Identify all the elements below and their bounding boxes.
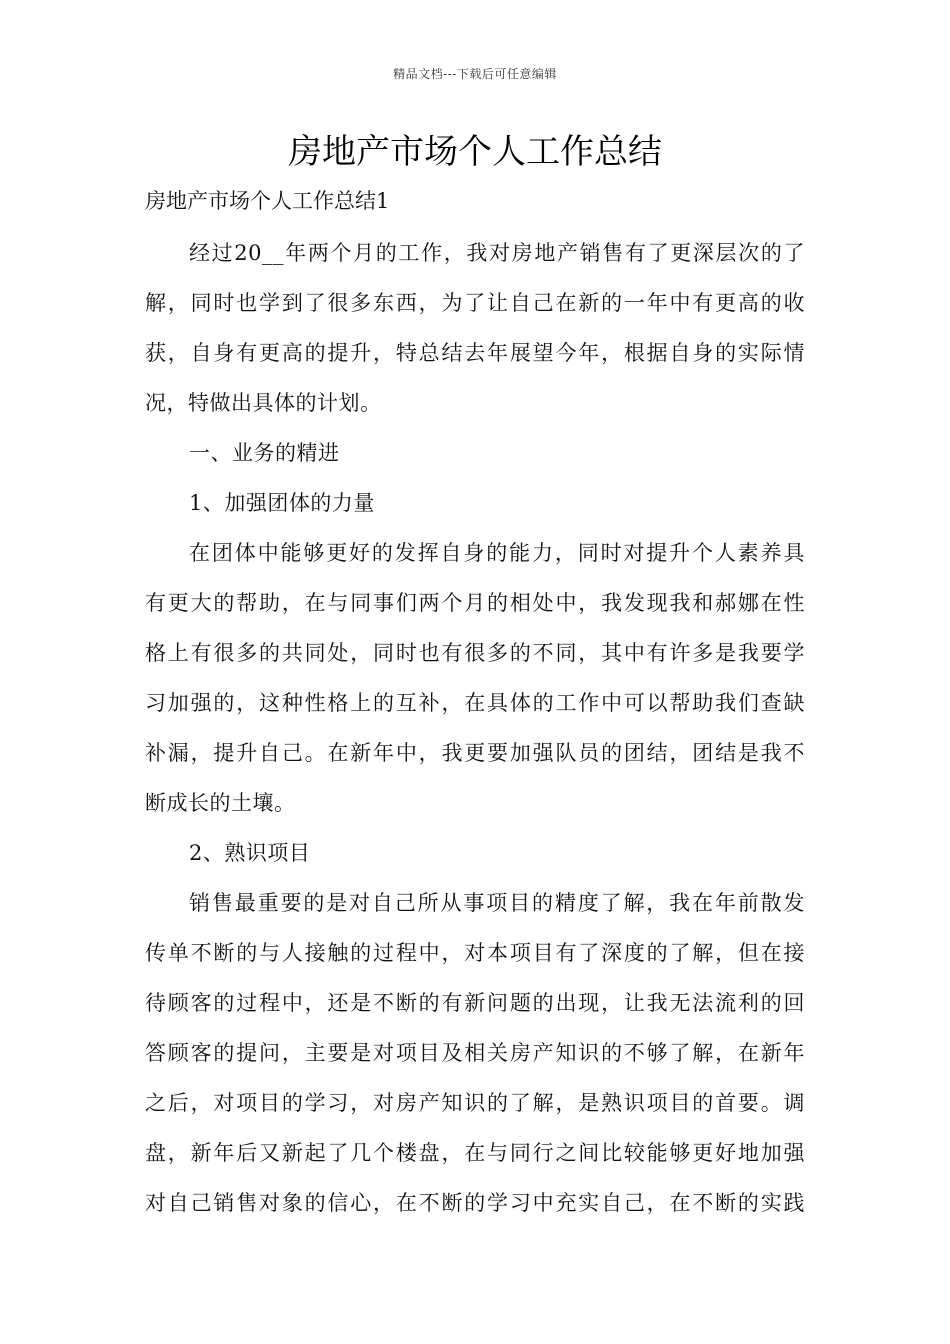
paragraph-line: 格上有很多的共同处，同时也有很多的不同，其中有许多是我要学 [145,641,805,665]
paragraph-line: 有更大的帮助，在与同事们两个月的相处中，我发现我和郝娜在性 [145,591,805,615]
paragraph-line: 销售最重要的是对自己所从事项目的精度了解，我在年前散发 [189,891,805,915]
document-title: 房地产市场个人工作总结 [288,132,662,172]
paragraph-line: 传单不断的与人接触的过程中，对本项目有了深度的了解，但在接 [145,941,805,965]
paragraph-line: 补漏，提升自己。在新年中，我更要加强队员的团结，团结是我不 [145,741,805,765]
paragraph-line: 待顾客的过程中，还是不断的有新问题的出现，让我无法流利的回 [145,991,805,1015]
header-note: 精品文档---下载后可任意编辑 [393,67,557,81]
subsection-heading: 2、熟识项目 [189,841,311,865]
paragraph-line: 答顾客的提问，主要是对项目及相关房产知识的不够了解，在新年 [145,1041,805,1065]
paragraph-line: 在团体中能够更好的发挥自身的能力，同时对提升个人素养具 [189,541,805,565]
subsection-heading: 1、加强团体的力量 [189,491,375,515]
paragraph-line: 盘，新年后又新起了几个楼盘，在与同行之间比较能够更好地加强 [145,1141,805,1165]
paragraph-line: 况，特做出具体的计划。 [145,391,382,415]
paragraph-line: 习加强的，这种性格上的互补，在具体的工作中可以帮助我们查缺 [145,691,805,715]
document-subtitle: 房地产市场个人工作总结1 [145,189,390,213]
section-heading: 一、业务的精进 [189,441,340,465]
document-body [145,228,805,1228]
paragraph-line: 获，自身有更高的提升，特总结去年展望今年，根据自身的实际情 [145,341,805,365]
paragraph-line: 解，同时也学到了很多东西，为了让自己在新的一年中有更高的收 [145,291,805,315]
paragraph-line: 对自己销售对象的信心，在不断的学习中充实自己，在不断的实践 [145,1191,805,1215]
paragraph-line: 断成长的土壤。 [145,791,296,815]
paragraph-line: 之后，对项目的学习，对房产知识的了解，是熟识项目的首要。调 [145,1091,805,1115]
paragraph-line: 经过20__年两个月的工作，我对房地产销售有了更深层次的了 [189,241,805,265]
